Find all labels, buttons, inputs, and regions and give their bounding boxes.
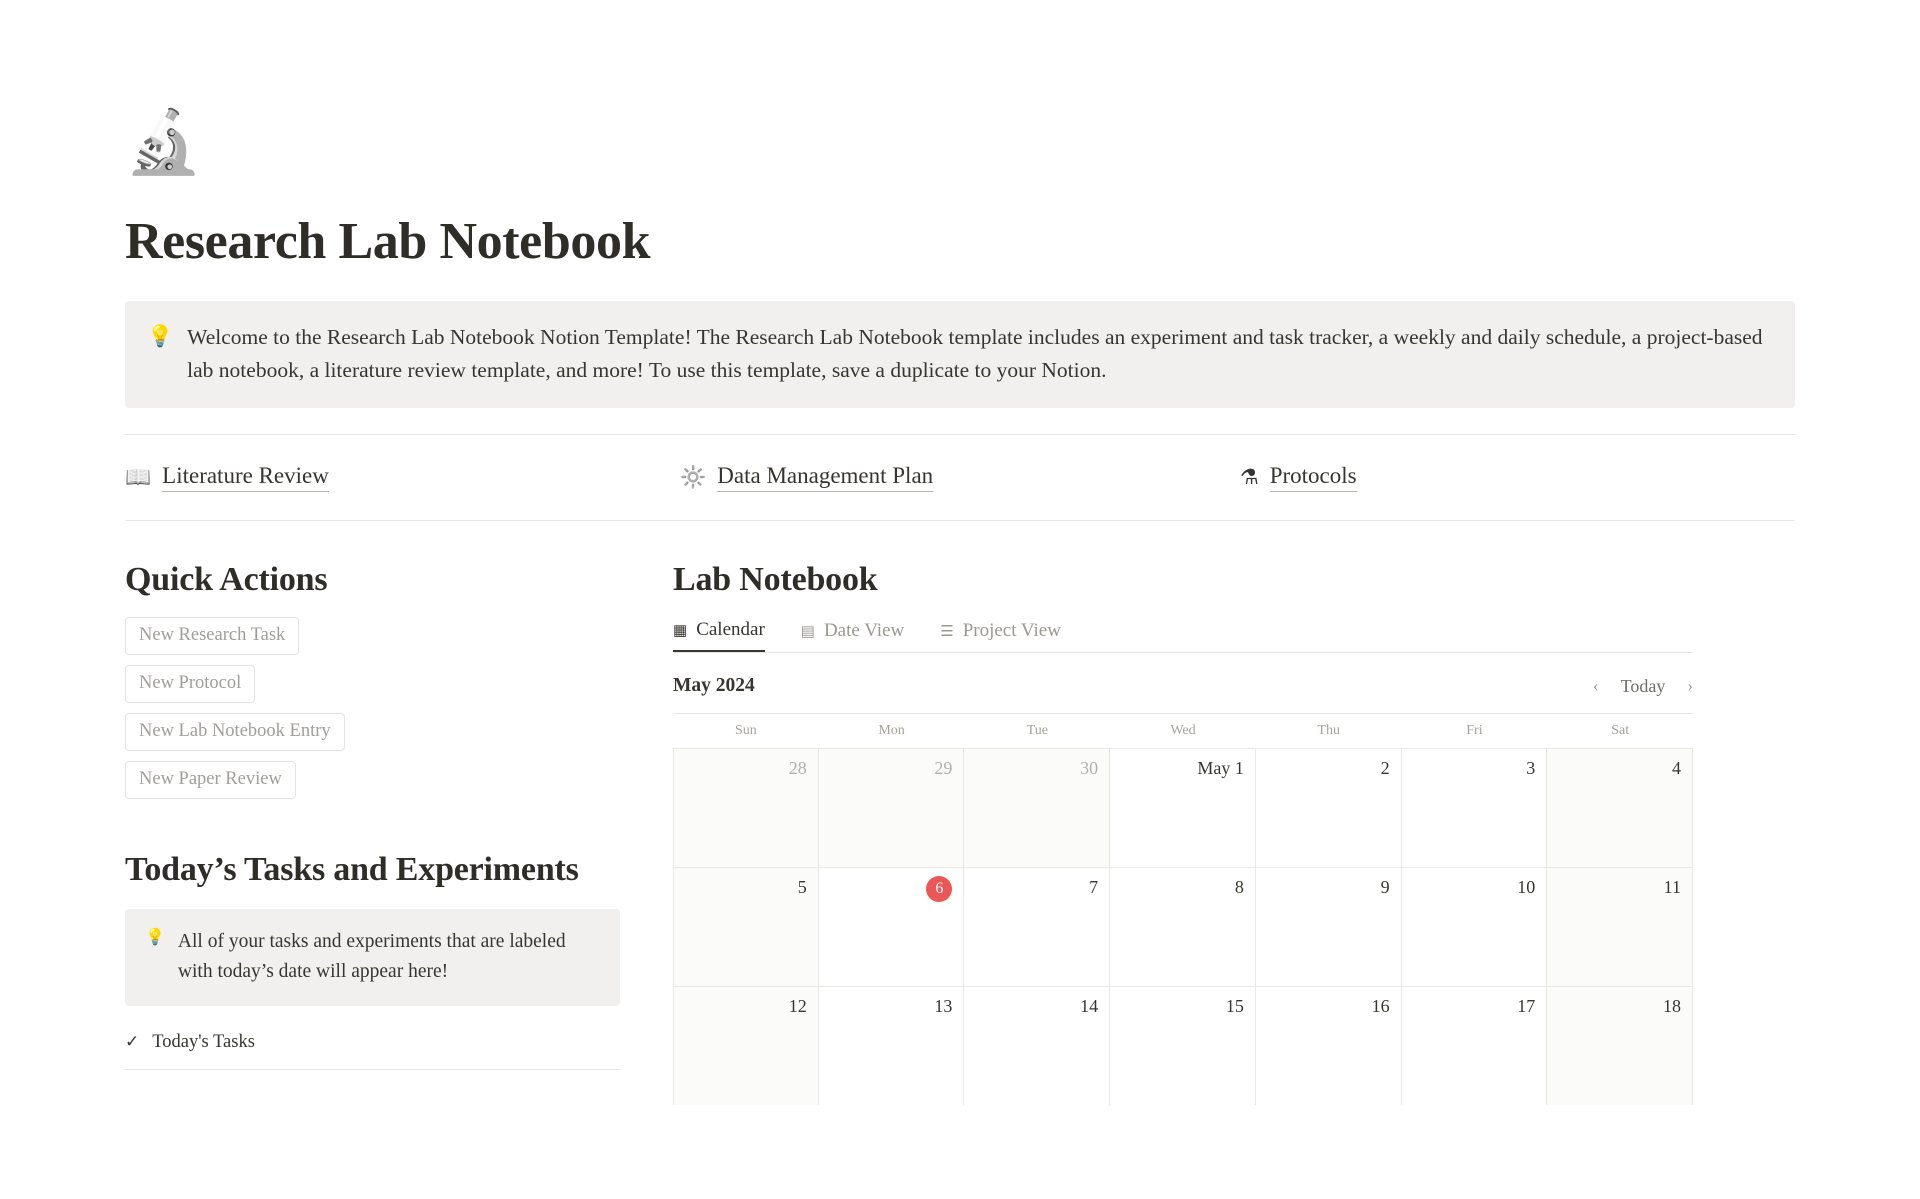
today-tasks-list-item[interactable] (125, 1032, 620, 1070)
day-number: 28 (788, 758, 807, 779)
content-columns (125, 561, 1795, 1105)
day-number: 10 (1517, 877, 1536, 898)
lab-notebook-tabs (673, 619, 1693, 653)
quick-links-row (125, 463, 1795, 492)
new-protocol-button[interactable]: New Protocol (125, 665, 255, 703)
calendar-day-cell[interactable] (1110, 868, 1256, 986)
calendar-day-cell[interactable] (1256, 749, 1402, 867)
new-paper-review-button[interactable]: New Paper Review (125, 761, 296, 799)
link-label[interactable]: Data Management Plan (717, 463, 933, 492)
calendar-nav (1593, 676, 1693, 697)
calendar-day-cell[interactable] (1547, 749, 1693, 867)
calendar-week (673, 867, 1693, 986)
day-number: 8 (1234, 877, 1244, 898)
day-number: 11 (1663, 877, 1681, 898)
day-name: Thu (1317, 723, 1340, 739)
page-root (0, 109, 1920, 1199)
calendar-day-cell[interactable] (1547, 868, 1693, 986)
calendar-day-cell[interactable] (1110, 987, 1256, 1105)
day-number: 29 (934, 758, 953, 779)
link-label[interactable]: Literature Review (162, 463, 329, 492)
calendar-day-cell[interactable] (964, 987, 1110, 1105)
list-icon: ☰ (940, 623, 954, 640)
lab-notebook-heading: Lab Notebook (673, 561, 878, 599)
day-number: 2 (1380, 758, 1390, 779)
day-number: 16 (1371, 996, 1390, 1017)
today-callout-text: All of your tasks and experiments that are labeled with today’s date will appear here! (177, 931, 566, 982)
calendar-day-cell[interactable] (964, 749, 1110, 867)
calendar-header (673, 675, 1693, 697)
quick-actions-list (125, 617, 625, 809)
tab-calendar[interactable] (673, 619, 765, 652)
day-name: Mon (878, 723, 905, 739)
book-icon: 📖 (125, 465, 152, 490)
link-protocols[interactable] (1240, 463, 1795, 492)
tab-label: Date View (823, 620, 905, 642)
today-tasks-label: Today's Tasks (152, 1031, 255, 1052)
quick-actions-heading: Quick Actions (125, 561, 328, 599)
sun-icon: 🔆 (680, 465, 707, 490)
calendar-day-cell[interactable] (1402, 749, 1548, 867)
calendar-day-cell[interactable] (819, 749, 965, 867)
calendar-day-cell[interactable] (1547, 987, 1693, 1105)
tab-label: Calendar (696, 619, 765, 641)
calendar-day-cell-today[interactable] (819, 868, 965, 986)
right-column (673, 561, 1795, 1105)
calendar-week (673, 986, 1693, 1105)
prev-month-icon[interactable]: ‹ (1592, 676, 1599, 696)
day-number: 7 (1089, 877, 1099, 898)
day-number: 18 (1662, 996, 1681, 1017)
new-lab-notebook-entry-button[interactable]: New Lab Notebook Entry (125, 713, 345, 751)
tab-label: Project View (962, 620, 1061, 642)
tab-date-view[interactable] (801, 619, 904, 652)
flask-icon: ⚗ (1239, 465, 1259, 490)
calendar-day-cell[interactable] (1256, 868, 1402, 986)
calendar-day-names (673, 714, 1693, 748)
link-data-management-plan[interactable] (680, 463, 1240, 492)
day-name: Wed (1170, 723, 1196, 739)
calendar-day-cell[interactable] (1256, 987, 1402, 1105)
day-number: 17 (1517, 996, 1536, 1017)
day-number: 14 (1080, 996, 1099, 1017)
day-number: 9 (1380, 877, 1390, 898)
grid-icon: ▤ (800, 623, 815, 640)
divider-links (125, 520, 1795, 521)
today-button[interactable]: Today (1620, 675, 1666, 696)
intro-callout-text: Welcome to the Research Lab Notebook Notion Template! The Research Lab Notebook template includes an experiment and task tracker, a weekly and daily schedule, a project-based lab notebook, a literature review template, and more! To use this template, save a duplicate to your Notion. (187, 325, 1763, 382)
intro-callout (125, 301, 1795, 408)
day-number-today: 6 (926, 876, 952, 902)
calendar-day-cell[interactable] (1110, 749, 1256, 867)
lightbulb-icon: 💡 (147, 324, 174, 348)
calendar-grid (673, 713, 1693, 1105)
left-column (125, 561, 625, 1105)
day-number: 13 (934, 996, 953, 1017)
today-callout (125, 909, 620, 1006)
calendar-week (673, 748, 1693, 867)
next-month-icon[interactable]: › (1687, 676, 1693, 696)
day-name: Sun (734, 723, 757, 739)
calendar-icon: ▦ (673, 622, 688, 639)
divider-top (125, 434, 1795, 435)
page-title: Research Lab Notebook (125, 213, 651, 270)
day-number: May 1 (1197, 758, 1244, 779)
day-number: 12 (788, 996, 807, 1017)
today-tasks-heading: Today’s Tasks and Experiments (125, 851, 579, 889)
day-number: 15 (1225, 996, 1244, 1017)
day-number: 3 (1526, 758, 1536, 779)
check-icon: ✓ (125, 1032, 140, 1052)
link-label[interactable]: Protocols (1270, 463, 1357, 492)
calendar-month-label: May 2024 (673, 675, 755, 697)
calendar-day-cell[interactable] (964, 868, 1110, 986)
page-icon: 🔬 (125, 109, 203, 177)
lightbulb-icon: 💡 (145, 929, 165, 947)
day-number: 5 (797, 877, 807, 898)
day-name: Tue (1026, 723, 1048, 739)
day-number: 4 (1671, 758, 1681, 779)
calendar-day-cell[interactable] (1402, 868, 1548, 986)
day-name: Fri (1466, 723, 1483, 739)
calendar-day-cell[interactable] (673, 868, 819, 986)
day-name: Sat (1611, 723, 1630, 739)
new-research-task-button[interactable]: New Research Task (125, 617, 299, 655)
tab-project-view[interactable] (940, 619, 1061, 652)
link-literature-review[interactable] (125, 463, 680, 492)
day-number: 30 (1080, 758, 1099, 779)
calendar-day-cell[interactable] (673, 987, 819, 1105)
calendar-day-cell[interactable] (819, 987, 965, 1105)
calendar-day-cell[interactable] (673, 749, 819, 867)
calendar-day-cell[interactable] (1402, 987, 1548, 1105)
